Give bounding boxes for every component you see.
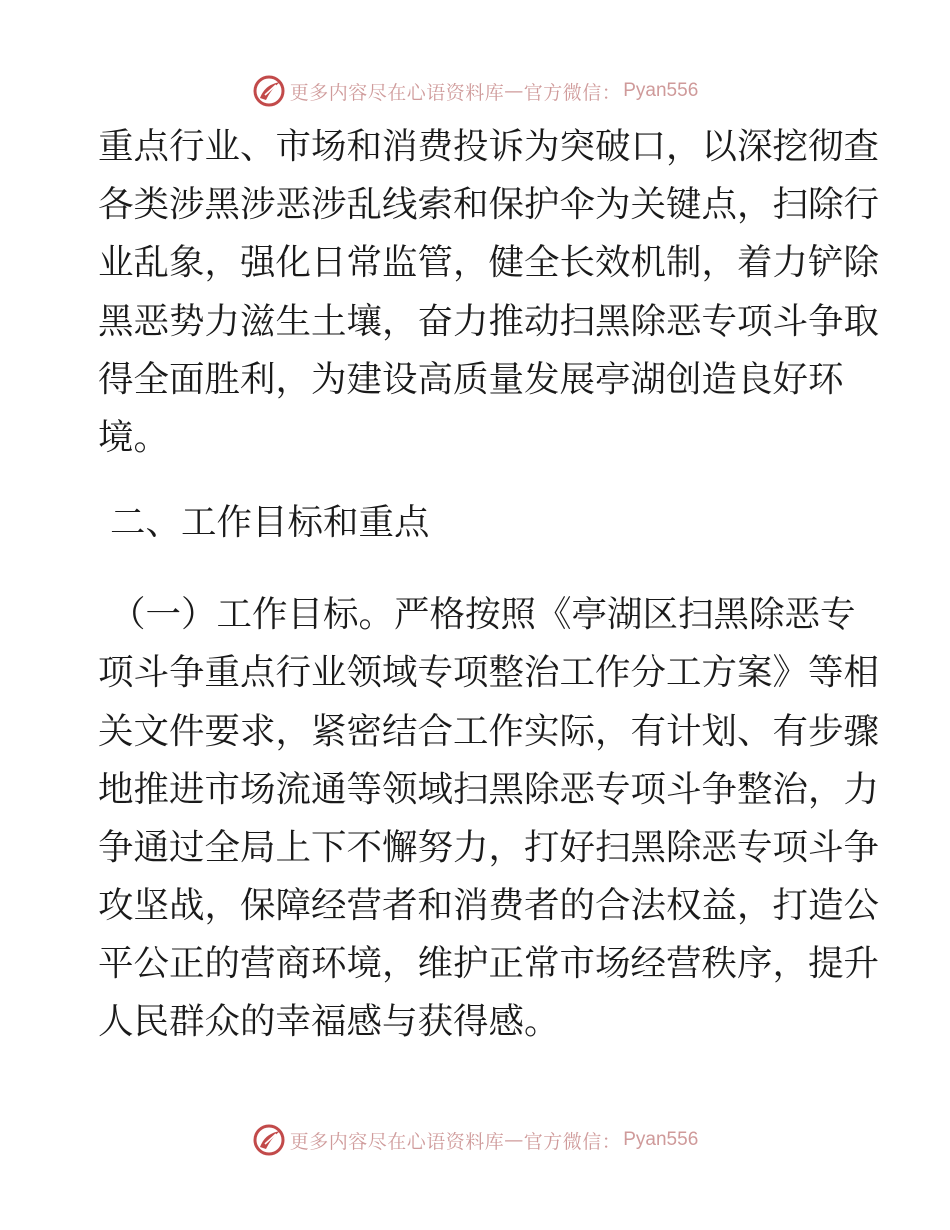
header-banner xyxy=(0,71,950,111)
text-line: 争通过全局上下不懈努力，打好扫黑除恶专项斗争 xyxy=(98,826,880,868)
footer-dash: — xyxy=(504,1129,524,1151)
text-line: 各类涉黑涉恶涉乱线索和保护伞为关键点，扫除行 xyxy=(98,184,880,226)
text-line: 攻坚战，保障经营者和消费者的合法权益，打造公 xyxy=(98,885,880,927)
text-line: 项斗争重点行业领域专项整治工作分工方案》等相 xyxy=(98,652,880,694)
paragraph-goals xyxy=(98,586,880,1052)
document-body xyxy=(98,118,880,1052)
header-brand: 更多内容尽在心语资料库 xyxy=(289,81,505,104)
text-line: （一）工作目标。严格按照《亭湖区扫黑除恶专 xyxy=(110,594,856,636)
footer-wechat-id: Pyan556 xyxy=(623,1129,699,1150)
text-line: 人民群众的幸福感与获得感。 xyxy=(98,1001,560,1043)
header-label: 官方微信： xyxy=(523,81,622,104)
footer-label: 官方微信： xyxy=(523,1130,622,1153)
footer-brand: 更多内容尽在心语资料库 xyxy=(289,1130,505,1153)
text-line: 黑恶势力滋生土壤，奋力推动扫黑除恶专项斗争取 xyxy=(98,300,880,342)
section-heading: 二、工作目标和重点 xyxy=(110,502,430,544)
logo-icon xyxy=(252,1123,286,1157)
text-line: 关文件要求，紧密结合工作实际，有计划、有步骤 xyxy=(98,710,880,752)
text-line: 境。 xyxy=(98,416,170,458)
logo-icon xyxy=(252,74,286,108)
text-line: 地推进市场流通等领域扫黑除恶专项斗争整治，力 xyxy=(98,768,880,810)
text-line: 平公正的营商环境，维护正常市场经营秩序，提升 xyxy=(98,943,880,985)
text-line: 业乱象，强化日常监管，健全长效机制，着力铲除 xyxy=(98,242,880,284)
paragraph-intro xyxy=(98,118,880,467)
header-dash: — xyxy=(504,80,524,102)
section-heading-wrap xyxy=(98,494,858,552)
footer-banner xyxy=(0,1120,950,1160)
text-line: 重点行业、市场和消费投诉为突破口，以深挖彻查 xyxy=(98,126,880,167)
text-line: 得全面胜利，为建设高质量发展亭湖创造良好环 xyxy=(98,358,844,400)
header-wechat-id: Pyan556 xyxy=(623,80,699,101)
